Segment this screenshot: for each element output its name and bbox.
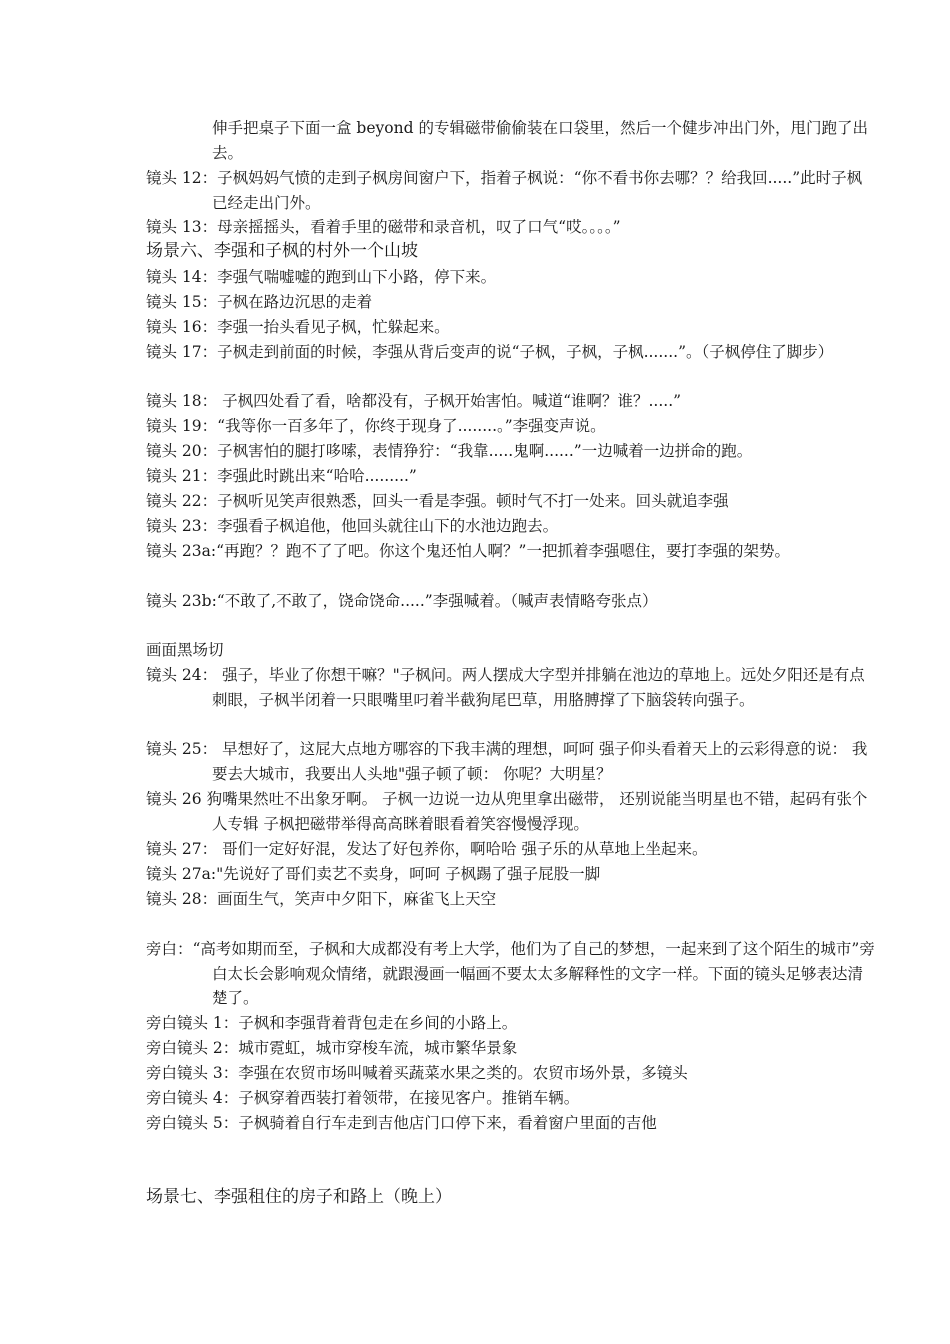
narration-line: 旁白：“高考如期而至，子枫和大成都没有考上大学，他们为了自己的梦想，一起来到了这个陌生的城市”旁白太长会影响观众情绪，就跟漫画一幅画不要太太多解释性的文字一样。下面的镜头足够表达清楚了。 [146,940,875,1007]
script-line: 镜头 25： 早想好了，这屁大点地方哪容的下我丰满的理想，呵呵 强子仰头看着天上的云彩得意的说： 我要去大城市，我要出人头地"强子顿了顿： 你呢？大明星？ [146,740,868,783]
script-line: 镜头 13：母亲摇摇头，看着手里的磁带和录音机，叹了口气“哎。。。。” [146,218,621,236]
scene-heading: 场景六、李强和子枫的村外一个山坡 [146,241,418,261]
script-line: 镜头 12：子枫妈妈气愤的走到子枫房间窗户下，指着子枫说：“你不看书你去哪？？给我回.....”此时子枫已经走出门外。 [146,169,863,212]
script-line: 镜头 24： 强子，毕业了你想干嘛？"子枫问。两人摆成大字型并排躺在池边的草地上。远处夕阳还是有点刺眼，子枫半闭着一只眼嘴里叼着半截狗尾巴草，用胳膊撑了下脑袋转向强子。 [146,666,865,709]
script-line: 镜头 20：子枫害怕的腿打哆嗦，表情狰狞：“我靠.....鬼啊......”一边喊着一边拼命的跑。 [146,442,753,460]
script-line: 镜头 16：李强一抬头看见子枫，忙躲起来。 [146,318,450,336]
script-line: 镜头 22：子枫听见笑声很熟悉，回头一看是李强。顿时气不打一处来。回头就追李强 [146,492,729,510]
script-line: 伸手把桌子下面一盒 beyond 的专辑磁带偷偷装在口袋里，然后一个健步冲出门外，甩门跑了出去。 [212,119,868,162]
script-line: 镜头 28：画面生气，笑声中夕阳下，麻雀飞上天空 [146,890,497,908]
script-line: 镜头 15：子枫在路边沉思的走着 [146,293,373,311]
narration-line: 旁白镜头 3：李强在农贸市场叫喊着买蔬菜水果之类的。农贸市场外景，多镜头 [146,1064,688,1082]
script-line: 镜头 27： 哥们一定好好混，发达了好包养你，啊哈哈 强子乐的从草地上坐起来。 [146,840,708,858]
scene-heading: 场景七、李强租住的房子和路上（晚上） [146,1187,452,1207]
script-line: 镜头 23a:“再跑？？跑不了了吧。你这个鬼还怕人啊？”一把抓着李强嗯住，要打李强的架势。 [146,542,790,560]
narration-line: 旁白镜头 4：子枫穿着西装打着领带，在接见客户。推销车辆。 [146,1089,580,1107]
script-line: 镜头 27a:"先说好了哥们卖艺不卖身，呵呵 子枫踢了强子屁股一脚 [146,865,601,883]
narration-line: 旁白镜头 1：子枫和李强背着背包走在乡间的小路上。 [146,1014,518,1032]
script-line: 镜头 18： 子枫四处看了看，啥都没有，子枫开始害怕。喊道“谁啊？谁？.....” [146,392,682,410]
script-line: 镜头 23b:“不敢了,不敢了，饶命饶命.....”李强喊着。（喊声表情略夸张点） [146,592,658,610]
script-line: 镜头 21：李强此时跳出来“哈哈.........” [146,467,417,485]
scene-transition: 画面黑场切 [146,641,224,659]
narration-line: 旁白镜头 2：城市霓虹，城市穿梭车流，城市繁华景象 [146,1039,518,1057]
script-line: 镜头 26 狗嘴果然吐不出象牙啊。 子枫一边说一边从兜里拿出磁带， 还别说能当明星也不错，起码有张个人专辑 子枫把磁带举得高高眯着眼看着笑容慢慢浮现。 [146,790,868,833]
script-line: 镜头 14：李强气喘嘘嘘的跑到山下小路，停下来。 [146,268,497,286]
script-line: 镜头 19：“我等你一百多年了，你终于现身了........。”李强变声说。 [146,417,606,435]
narration-line: 旁白镜头 5：子枫骑着自行车走到吉他店门口停下来，看着窗户里面的吉他 [146,1114,657,1132]
script-line: 镜头 23：李强看子枫追他，他回头就往山下的水池边跑去。 [146,517,559,535]
script-line: 镜头 17：子枫走到前面的时候，李强从背后变声的说“子枫，子枫，子枫.......”。（子枫停住了脚步） [146,343,834,361]
